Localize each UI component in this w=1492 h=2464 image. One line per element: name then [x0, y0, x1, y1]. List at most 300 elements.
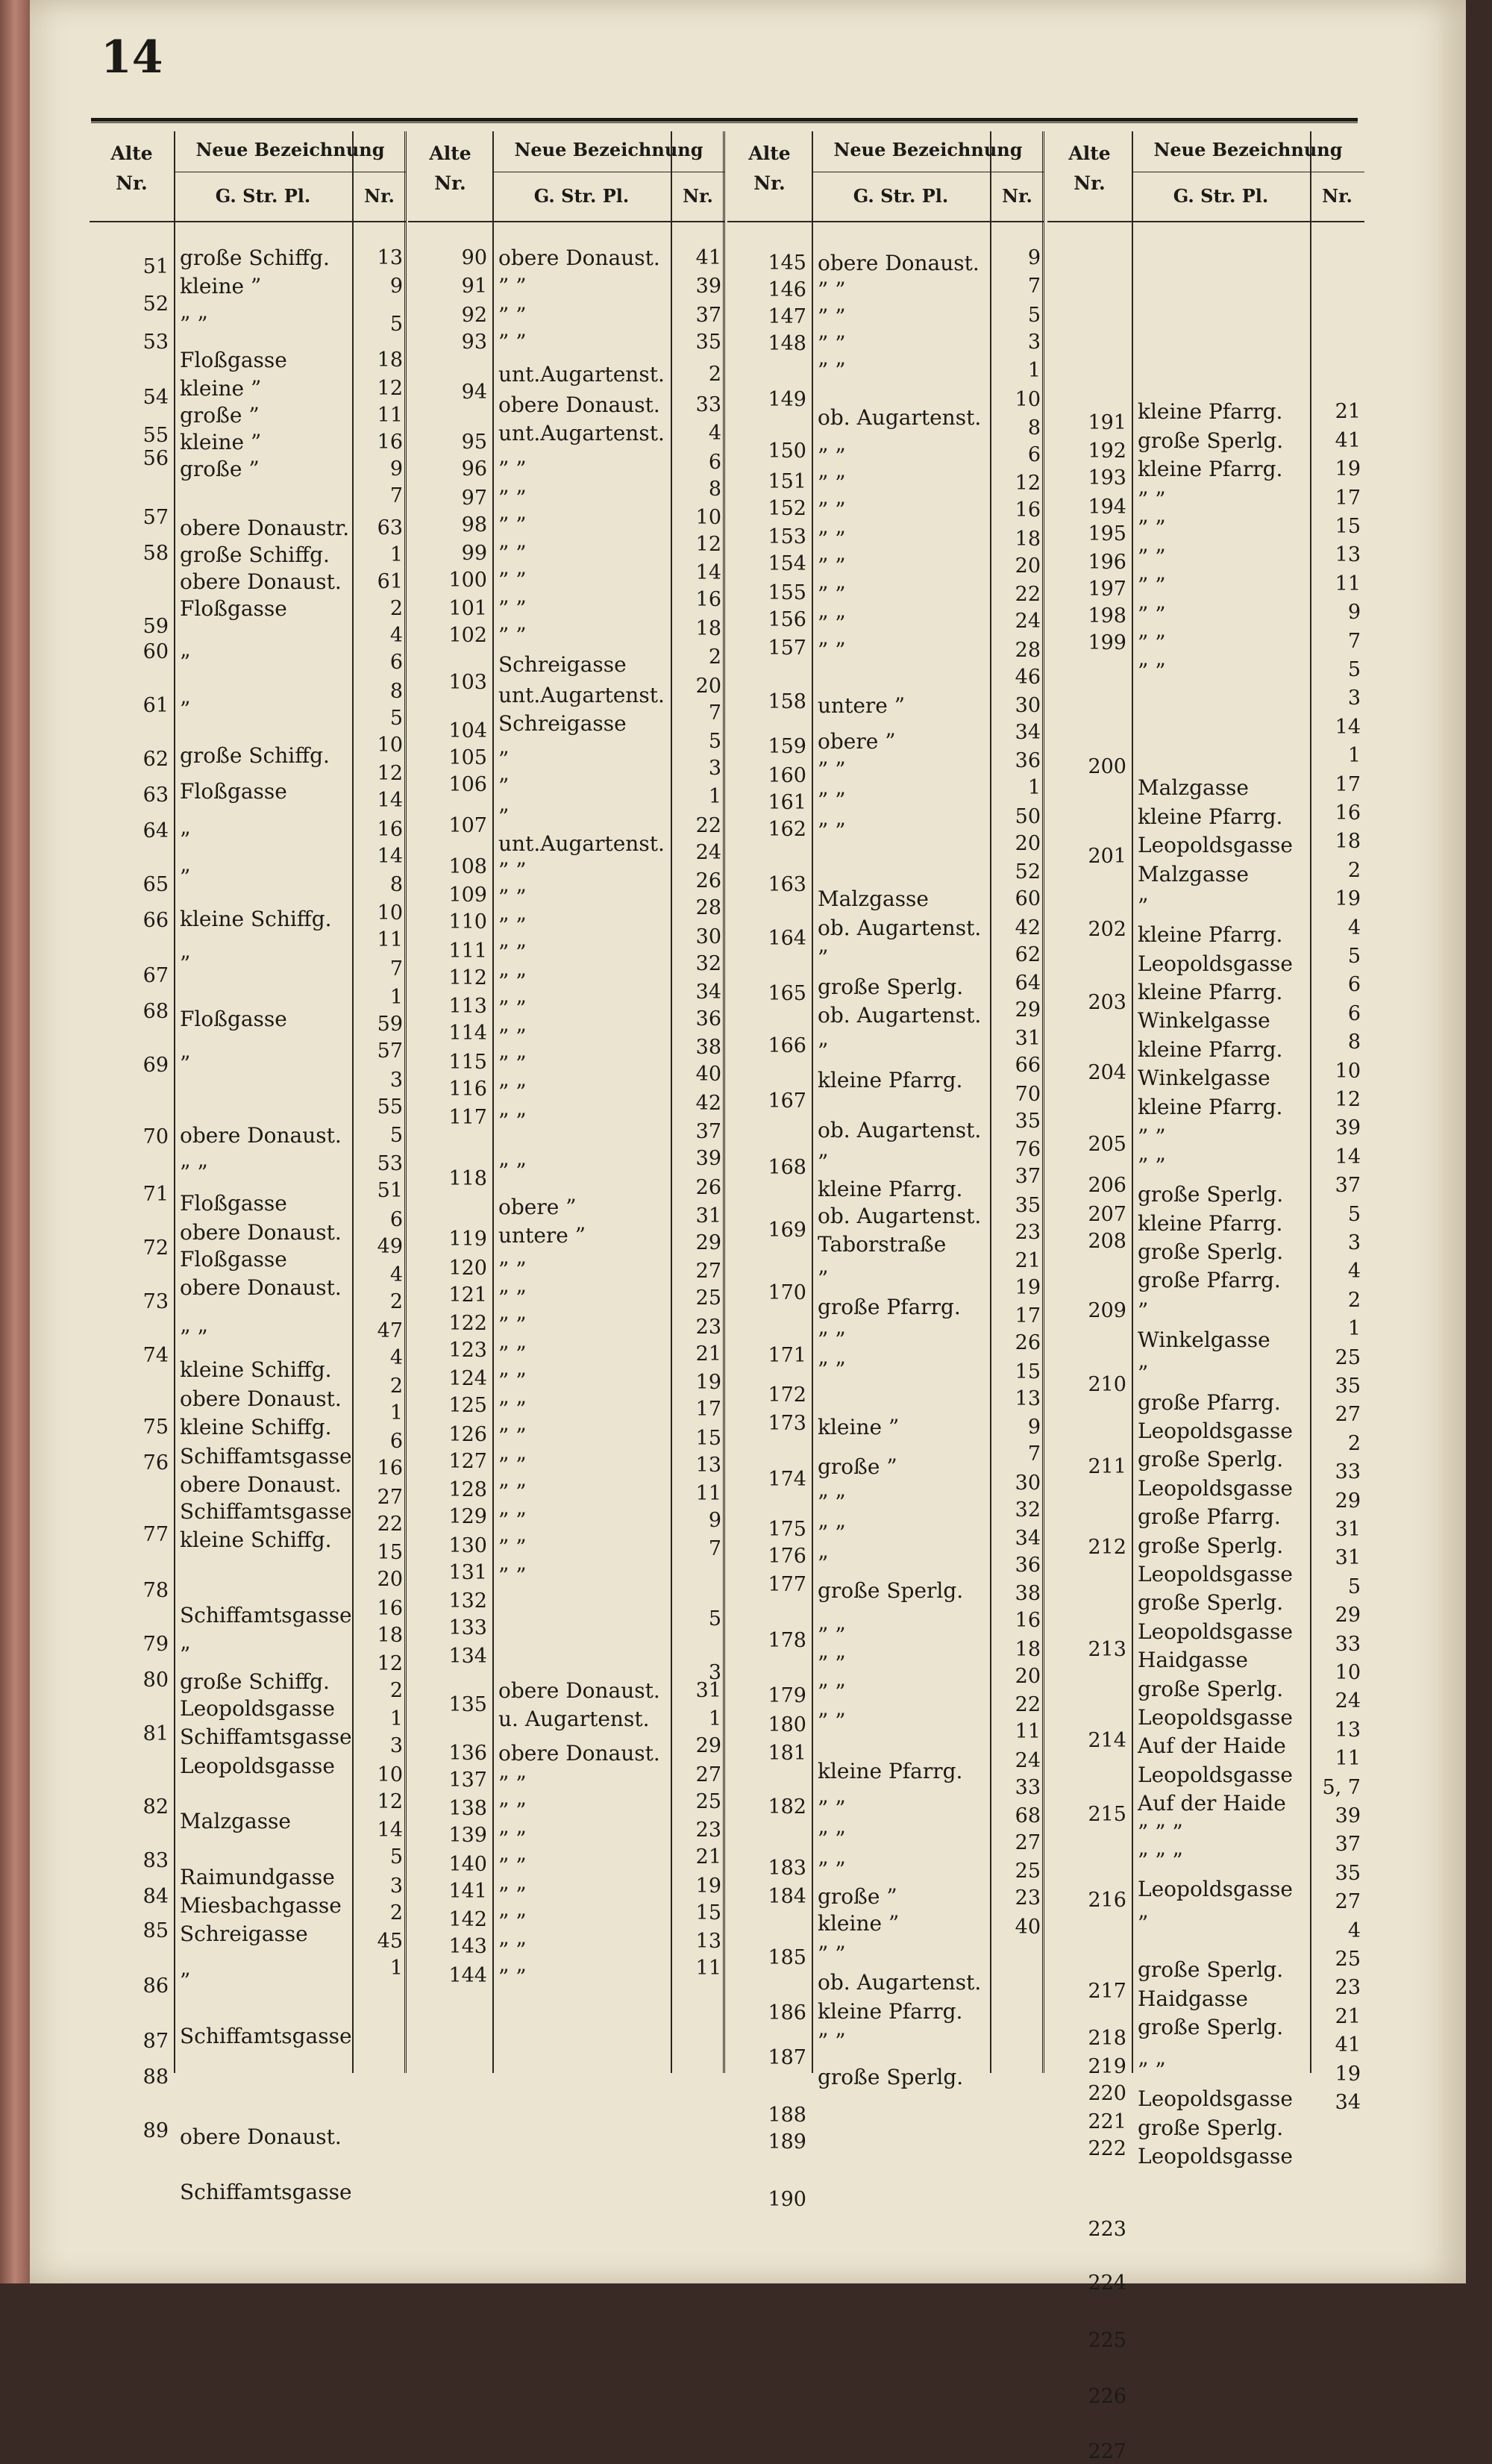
old-number: 138 [448, 1797, 487, 1821]
new-number: 29 [695, 1231, 721, 1254]
old-number: 183 [768, 1856, 806, 1880]
new-number: 18 [1015, 527, 1041, 551]
street-name: ” ” [818, 553, 846, 578]
old-number: 115 [448, 1050, 487, 1074]
old-number: 116 [448, 1077, 487, 1101]
old-number: 194 [1088, 495, 1126, 519]
new-number: 13 [1335, 1718, 1361, 1742]
column-block-2 [408, 131, 725, 2073]
old-number: 204 [1088, 1061, 1126, 1084]
new-number: 29 [695, 1734, 721, 1758]
street-name: ” ” [1138, 573, 1166, 598]
street-name: ” ” [180, 1325, 208, 1351]
page-number: 14 [101, 31, 163, 84]
street-name: obere Donaust. [180, 569, 342, 595]
new-number: 23 [1015, 1886, 1041, 1910]
new-number: 9 [1347, 601, 1361, 625]
street-name: kleine Pfarrg. [1138, 399, 1283, 425]
new-number: 10 [377, 901, 403, 925]
new-number: 11 [695, 1957, 721, 1980]
old-number: 54 [142, 386, 169, 410]
new-number: 10 [1335, 1059, 1361, 1083]
street-name: ” ” [1138, 487, 1166, 512]
street-name: ” ” [498, 1827, 527, 1852]
new-number: 20 [1015, 831, 1041, 855]
new-number: 1 [389, 1401, 403, 1425]
street-name: kleine ” [180, 274, 262, 299]
new-number: 9 [389, 457, 403, 481]
old-number: 128 [448, 1478, 487, 1502]
street-name: große Sperlg. [1138, 1676, 1284, 1701]
street-name: ” ” [498, 623, 527, 648]
old-number: 196 [1088, 551, 1126, 574]
street-name: obere Donaust. [498, 246, 660, 270]
street-name: ” ” [1138, 631, 1166, 655]
street-name: ” ” [818, 358, 846, 384]
new-number: 5 [708, 730, 721, 753]
street-name: Leopoldsgasse [1138, 1619, 1293, 1644]
street-name: ” [1138, 1361, 1149, 1386]
header-rule-thick [91, 118, 1358, 122]
new-number: 1 [389, 1707, 403, 1731]
new-number: 17 [695, 1398, 721, 1422]
new-number: 19 [1335, 887, 1361, 911]
new-number: 36 [1015, 1554, 1041, 1577]
old-number: 200 [1088, 754, 1126, 778]
old-number: 106 [448, 772, 487, 796]
old-number: 141 [448, 1879, 487, 1903]
new-number: 20 [695, 674, 721, 698]
old-number: 124 [448, 1367, 487, 1391]
new-number: 16 [1015, 498, 1041, 522]
old-number: 189 [768, 2130, 806, 2154]
street-name: obere Donaust. [180, 1386, 342, 1411]
header-alte-nr [1047, 139, 1132, 198]
new-number: 33 [1015, 1775, 1041, 1799]
street-name: kleine Pfarrg. [818, 1759, 963, 1783]
new-number: 35 [695, 330, 721, 354]
street-name: ” ” [818, 1941, 846, 1966]
new-number: 15 [377, 1541, 403, 1565]
street-name: kleine Pfarrg. [1138, 1036, 1283, 1062]
new-number: 19 [1335, 457, 1361, 481]
new-number: 45 [377, 1930, 403, 1953]
street-name: große Sperlg. [1138, 2115, 1284, 2140]
header-underline [1047, 221, 1364, 222]
new-number: 15 [1015, 1360, 1041, 1383]
street-name: ” [180, 696, 191, 722]
street-name: ob. Augartenst. [818, 915, 982, 940]
old-number: 61 [142, 694, 169, 717]
old-number: 168 [768, 1156, 806, 1180]
street-name: Malzgasse [1138, 861, 1249, 887]
street-name: ob. Augartenst. [818, 1003, 982, 1028]
new-number: 24 [1015, 610, 1041, 634]
street-name: ” ” [818, 1357, 846, 1383]
old-number: 140 [448, 1852, 487, 1876]
new-number: 13 [695, 1453, 721, 1477]
header-alte: Alte [110, 143, 153, 164]
street-name: kleine Schiffg. [180, 1528, 332, 1553]
street-name: ” [180, 828, 191, 852]
old-number: 178 [768, 1628, 806, 1652]
new-number: 34 [1015, 1527, 1041, 1550]
street-name: untere ” [818, 693, 906, 718]
old-number: 151 [768, 470, 806, 493]
header-nr: Nr. [364, 185, 395, 207]
old-number: 182 [768, 1795, 806, 1819]
new-number: 11 [1335, 572, 1361, 595]
old-number: 157 [768, 637, 806, 660]
old-number: 139 [448, 1824, 487, 1848]
new-number: 20 [1015, 554, 1041, 578]
street-name: unt.Augartenst. [498, 682, 665, 707]
header-nr: Nr. [1002, 185, 1032, 207]
new-number: 7 [1027, 1442, 1041, 1466]
header-underline [408, 221, 725, 222]
street-name: ” ” [498, 596, 527, 622]
new-number: 5 [389, 1845, 403, 1869]
new-number: 37 [1335, 1174, 1361, 1198]
old-number: 102 [448, 624, 487, 648]
old-number: 158 [768, 690, 806, 714]
street-name: Leopoldsgasse [1138, 833, 1293, 858]
street-name: ” ” [498, 1535, 527, 1560]
new-number: 27 [1015, 1831, 1041, 1854]
old-number: 227 [1088, 2440, 1126, 2463]
new-number: 4 [708, 422, 721, 445]
new-number: 3 [389, 1068, 403, 1092]
old-number: 155 [768, 581, 806, 604]
street-name: kleine Schiffg. [180, 906, 332, 931]
new-number: 5 [389, 706, 403, 730]
street-name: ” ” [1138, 1153, 1166, 1178]
new-number: 6 [1347, 973, 1361, 997]
new-number: 32 [695, 951, 721, 975]
old-number: 98 [461, 513, 487, 537]
street-name: ” [818, 1039, 829, 1064]
new-number: 63 [377, 516, 403, 540]
old-number: 181 [768, 1742, 806, 1765]
street-name: Schiffamtsgasse [180, 2024, 352, 2049]
header-rule-thin [91, 122, 1358, 123]
street-name: kleine Pfarrg. [818, 1177, 963, 1201]
old-number: 71 [142, 1183, 169, 1207]
street-name: ” [180, 951, 191, 976]
street-name: große ” [818, 1884, 897, 1909]
new-number: 9 [1027, 1416, 1041, 1439]
header-neue-bezeichnung: Neue Bezeichnung [1153, 139, 1343, 160]
new-number: 24 [1015, 1748, 1041, 1772]
new-number: 2 [389, 1679, 403, 1702]
new-number: 12 [1015, 472, 1041, 495]
street-name: ” ” [498, 969, 527, 994]
new-number: 1 [1347, 744, 1361, 768]
header-alte-nr-label: Nr. [116, 172, 148, 194]
new-number: 27 [1335, 1890, 1361, 1914]
street-name: Raimundgasse [180, 1864, 335, 1889]
new-number: 21 [695, 1845, 721, 1869]
new-number: 22 [1015, 583, 1041, 607]
old-number: 177 [768, 1573, 806, 1597]
new-number: 17 [1015, 1304, 1041, 1328]
street-name: ” [1138, 1911, 1149, 1936]
street-name: ” [818, 1150, 829, 1175]
street-name: kleine Pfarrg. [1138, 1094, 1283, 1119]
new-number: 27 [377, 1485, 403, 1509]
old-number: 62 [142, 748, 169, 771]
new-number: 1 [1027, 776, 1041, 800]
new-number: 59 [377, 1013, 403, 1036]
new-number: 49 [377, 1234, 403, 1258]
new-number: 27 [695, 1260, 721, 1283]
street-name: ” ” [498, 302, 527, 328]
new-number: 6 [389, 1430, 403, 1454]
new-number: 5 [1347, 658, 1361, 681]
new-number: 3 [389, 1734, 403, 1758]
new-number: 22 [695, 813, 721, 837]
street-name: große Sperlg. [818, 2065, 964, 2090]
new-number: 7 [1027, 275, 1041, 298]
old-number: 55 [142, 423, 169, 447]
new-number: 51 [377, 1179, 403, 1203]
new-number: 35 [1335, 1375, 1361, 1398]
new-number: 13 [377, 246, 403, 269]
street-name: ” ” [818, 1680, 846, 1705]
new-number: 9 [1027, 246, 1041, 269]
old-number: 84 [142, 1885, 169, 1908]
street-name: Leopoldsgasse [1138, 2144, 1293, 2168]
new-number: 7 [708, 701, 721, 725]
street-name: ” [180, 1642, 191, 1667]
new-number: 16 [1015, 1609, 1041, 1633]
old-number: 63 [142, 784, 169, 807]
new-number: 4 [389, 1345, 403, 1369]
new-number: 6 [1027, 443, 1041, 466]
street-name: Auf der Haide [1138, 1733, 1286, 1759]
new-number: 25 [695, 1286, 721, 1310]
old-number: 131 [448, 1560, 487, 1584]
old-number: 219 [1088, 2055, 1126, 2078]
street-name: Schreigasse [498, 711, 627, 736]
new-number: 31 [1015, 1027, 1041, 1051]
new-number: 23 [695, 1315, 721, 1339]
new-number: 11 [695, 1482, 721, 1505]
block-divider [404, 131, 407, 2073]
header-neue-bezeichnung: Neue Bezeichnung [833, 139, 1023, 160]
old-number: 58 [142, 542, 169, 565]
street-name: obere Donaust. [180, 1275, 342, 1300]
header-street: G. Str. Pl. [533, 185, 630, 207]
street-name: ” ” [498, 1341, 527, 1366]
street-name: untere ” [498, 1223, 586, 1248]
new-number: 36 [1015, 749, 1041, 773]
new-number: 1 [1347, 1317, 1361, 1341]
new-number: 24 [695, 840, 721, 864]
street-name: große Pfarrg. [1138, 1389, 1281, 1415]
new-number: 16 [377, 817, 403, 841]
street-name: ” ” [498, 1368, 527, 1393]
street-name: ” ” [498, 1882, 527, 1907]
new-number: 31 [1335, 1518, 1361, 1541]
old-number: 118 [448, 1166, 487, 1190]
street-name: kleine ” [180, 376, 262, 401]
street-name: Floßgasse [180, 596, 287, 622]
old-number: 56 [142, 446, 169, 470]
header-street: G. Str. Pl. [853, 185, 949, 207]
street-name: ” ” [1138, 1125, 1166, 1150]
new-number: 12 [1335, 1088, 1361, 1111]
new-number: 7 [389, 484, 403, 508]
old-number: 80 [142, 1668, 169, 1692]
street-name: ” ” [498, 1257, 527, 1282]
old-number: 120 [448, 1256, 487, 1280]
new-number: 42 [1015, 916, 1041, 939]
new-number: 12 [377, 1652, 403, 1675]
header-underline [90, 221, 407, 222]
street-name: obere ” [498, 1195, 577, 1219]
street-name: ” ” [498, 1397, 527, 1422]
street-name: große ” [180, 403, 260, 428]
new-number: 10 [377, 1763, 403, 1786]
new-number: 26 [1015, 1331, 1041, 1355]
new-number: 13 [695, 1930, 721, 1953]
street-name: Leopoldsgasse [1138, 2086, 1293, 2112]
street-name: große Sperlg. [1138, 2015, 1284, 2040]
header-alte-nr [408, 139, 492, 198]
old-number: 117 [448, 1106, 487, 1129]
old-number: 136 [448, 1742, 487, 1765]
street-name: obere Donaust. [180, 1123, 342, 1148]
new-number: 26 [695, 869, 721, 893]
street-name: ” ” [498, 541, 527, 566]
header-alte: Alte [429, 143, 471, 164]
new-number: 35 [1015, 1193, 1041, 1217]
old-number: 53 [142, 330, 169, 354]
old-number: 68 [142, 1000, 169, 1024]
new-number: 33 [695, 393, 721, 416]
new-number: 5 [1347, 1202, 1361, 1226]
street-name: Miesbachgasse [180, 1893, 342, 1918]
new-number: 30 [1015, 1471, 1041, 1495]
street-name: große Sperlg. [1138, 1239, 1284, 1264]
new-number: 16 [1335, 801, 1361, 825]
new-number: 38 [1015, 1582, 1041, 1606]
old-number: 163 [768, 873, 806, 896]
street-name: Winkelgasse [1138, 1066, 1270, 1091]
street-name: ” [498, 804, 510, 829]
old-number: 147 [768, 305, 806, 329]
street-name: ” [498, 774, 510, 798]
old-number: 154 [768, 552, 806, 576]
header-nr: Nr. [1322, 185, 1352, 207]
old-number: 224 [1088, 2271, 1126, 2295]
block-divider [1042, 131, 1044, 2073]
new-number: 35 [1015, 1109, 1041, 1133]
new-number: 4 [389, 1263, 403, 1287]
street-name: große Schiffg. [180, 743, 330, 769]
old-number: 201 [1088, 844, 1126, 868]
old-number: 195 [1088, 522, 1126, 545]
old-number: 187 [768, 2046, 806, 2069]
old-number: 107 [448, 813, 487, 837]
street-name: ” ” [498, 857, 527, 883]
old-number: 113 [448, 995, 487, 1019]
old-number: 132 [448, 1589, 487, 1613]
old-number: 96 [461, 457, 487, 481]
new-number: 2 [389, 597, 403, 621]
new-number: 5 [389, 1124, 403, 1147]
street-name: ” ” [498, 1108, 527, 1133]
old-number: 75 [142, 1416, 169, 1439]
old-number: 83 [142, 1849, 169, 1872]
old-number: 170 [768, 1281, 806, 1305]
new-number: 2 [389, 1290, 403, 1314]
new-number: 2 [1347, 858, 1361, 882]
header-underline [727, 221, 1044, 222]
street-name: Floßgasse [180, 1246, 287, 1272]
street-name: große Sperlg. [1138, 1957, 1284, 1983]
old-number: 137 [448, 1769, 487, 1792]
street-name: ” [818, 1551, 829, 1576]
street-name: große Sperlg. [1138, 1182, 1284, 1207]
street-name: ” ” [498, 1025, 527, 1049]
old-number: 119 [448, 1228, 487, 1251]
new-number: 5 [1347, 945, 1361, 968]
new-number: 2 [708, 363, 721, 386]
old-number: 97 [461, 486, 487, 510]
street-name: Schreigasse [180, 1922, 308, 1947]
new-number: 62 [1015, 942, 1041, 966]
new-number: 19 [695, 1874, 721, 1898]
old-number: 88 [142, 2066, 169, 2089]
street-name: ” ” [498, 1508, 527, 1533]
old-number: 126 [448, 1422, 487, 1446]
old-number: 152 [768, 497, 806, 520]
street-name: ” ” [818, 471, 846, 496]
old-number: 60 [142, 640, 169, 663]
new-number: 17 [1335, 486, 1361, 510]
new-number: 21 [1335, 400, 1361, 424]
street-name: ” ” [180, 311, 208, 337]
old-number: 93 [461, 330, 487, 354]
new-number: 3 [708, 1661, 721, 1684]
header-alte-nr-label: Nr. [1073, 172, 1106, 194]
street-name: ” ” [818, 1327, 846, 1352]
new-number: 5 [1027, 303, 1041, 327]
street-name: kleine Pfarrg. [1138, 1210, 1283, 1236]
new-number: 47 [377, 1319, 403, 1342]
new-number: 3 [1347, 1231, 1361, 1254]
old-number: 134 [448, 1645, 487, 1669]
old-number: 161 [768, 790, 806, 814]
new-number: 8 [1347, 1031, 1361, 1054]
street-name: ” ” [818, 1796, 846, 1822]
new-number: 20 [377, 1568, 403, 1592]
old-number: 90 [461, 246, 487, 269]
new-number: 11 [1015, 1720, 1041, 1744]
street-name: ” [498, 747, 510, 772]
new-number: 37 [695, 1120, 721, 1144]
new-number: 37 [1015, 1165, 1041, 1189]
street-name: Floßgasse [180, 1191, 287, 1216]
old-number: 77 [142, 1523, 169, 1547]
street-name: ” ” [498, 1798, 527, 1823]
column-divider [1132, 131, 1133, 2073]
new-number: 27 [1335, 1403, 1361, 1427]
street-name: ” [1138, 1298, 1149, 1324]
old-number: 215 [1088, 1802, 1126, 1826]
